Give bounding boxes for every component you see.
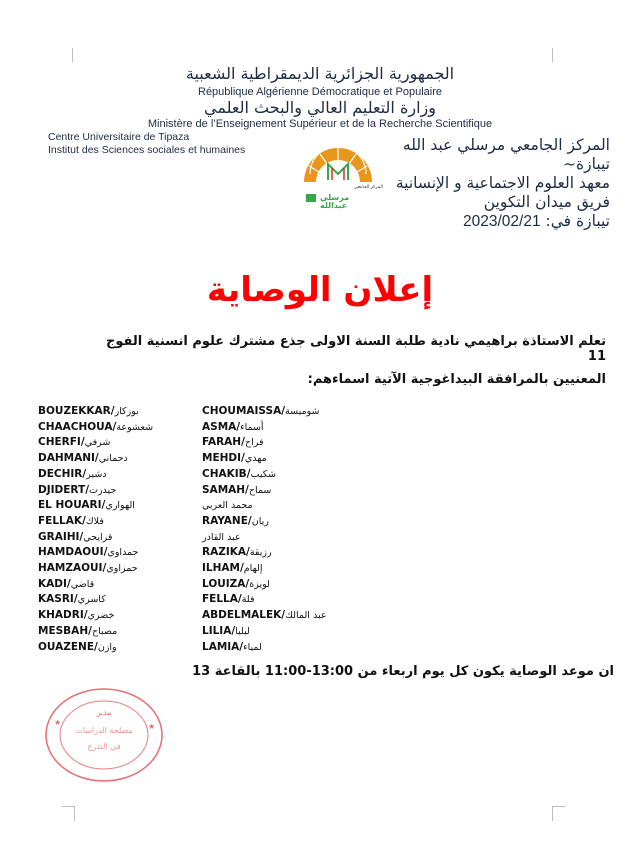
student-name-latin: FELLA/ xyxy=(202,593,242,606)
university-logo-icon xyxy=(298,138,383,210)
student-name-latin: LOUIZA/ xyxy=(202,577,250,590)
student-name-latin: KASRI/ xyxy=(38,593,78,606)
student-name-latin: ABDELMALEK/ xyxy=(202,609,286,622)
student-name-latin: ASMA/ xyxy=(202,420,241,433)
student-name-latin: HAMDAOUI/ xyxy=(38,546,108,559)
student-name-arabic: مهدي xyxy=(244,453,267,465)
centre-name: Centre Universitaire de Tipaza xyxy=(48,131,190,143)
student-name-arabic: لمياء xyxy=(243,641,262,653)
intro-line-1: تعلم الاستاذة براهيمي نادية طلبة السنة الاولى جذع مشترك علوم انسنية الفوج 11 xyxy=(105,334,606,364)
crop-mark-top-right xyxy=(552,48,565,62)
student-name-arabic: إلهام xyxy=(243,563,263,575)
team-name-ar: فريق ميدان التكوين xyxy=(483,193,610,211)
republic-french: République Algérienne Démocratique et Populaire xyxy=(198,86,442,98)
student-row xyxy=(38,608,153,624)
student-name-latin: GRAIHI/ xyxy=(38,530,84,543)
svg-text:مرسلي: مرسلي xyxy=(320,193,350,202)
student-row xyxy=(38,514,153,530)
svg-text:عبدالله: عبدالله xyxy=(320,201,348,210)
student-name-arabic: شوميسة xyxy=(285,406,320,417)
student-name-arabic: محمد العربي xyxy=(202,500,253,512)
student-row xyxy=(38,624,153,640)
date-label: تيبازة في: xyxy=(545,212,610,230)
student-name-arabic: قاضي xyxy=(70,578,95,590)
student-row xyxy=(202,404,327,420)
student-name-latin: ILHAM/ xyxy=(202,562,244,575)
student-name-latin: OUAZENE/ xyxy=(38,640,98,653)
student-name-latin: MESBAH/ xyxy=(38,624,92,637)
student-name-arabic: ليليا xyxy=(235,625,250,637)
student-row xyxy=(202,420,327,436)
student-row xyxy=(202,577,327,593)
student-name-latin: FELLAK/ xyxy=(38,514,86,527)
student-name-arabic: خضري xyxy=(87,610,115,622)
student-row xyxy=(38,467,153,483)
svg-text:المركز الجامعي: المركز الجامعي xyxy=(354,185,383,190)
student-row xyxy=(202,624,327,640)
student-name-arabic: وازن xyxy=(97,641,117,653)
student-row xyxy=(202,451,327,467)
institute-name: Institut des Sciences sociales et humaines xyxy=(48,144,246,156)
student-row xyxy=(202,514,327,530)
student-row xyxy=(202,608,327,624)
student-name-arabic: دشير xyxy=(86,468,107,480)
student-name-arabic: حمزاوي xyxy=(106,563,138,575)
student-name-latin: DECHIR/ xyxy=(38,467,87,480)
student-row xyxy=(38,483,153,499)
student-name-arabic: كاسري xyxy=(77,594,106,606)
student-name-latin: FARAH/ xyxy=(202,436,245,449)
centre-name-ar: المركز الجامعي مرسلي عبد الله xyxy=(402,136,610,154)
student-row xyxy=(38,435,153,451)
svg-text:مدير: مدير xyxy=(96,708,112,717)
student-row xyxy=(38,404,153,420)
official-stamp-icon xyxy=(42,685,167,785)
svg-text:★: ★ xyxy=(148,722,156,731)
student-name-arabic: حمداوي xyxy=(107,547,139,559)
student-name-arabic: لويزة xyxy=(249,578,270,590)
student-name-arabic: فراح xyxy=(244,437,264,449)
student-name-arabic: عبد القادر xyxy=(202,531,241,543)
institute-name-ar: معهد العلوم الاجتماعية و الإنسانية xyxy=(395,174,610,192)
student-name-arabic: شعشوعة xyxy=(116,421,154,433)
city-ar: تيبازة~ xyxy=(563,155,610,173)
student-row xyxy=(38,640,153,656)
student-name-latin: KHADRI/ xyxy=(38,609,88,622)
student-row xyxy=(38,420,153,436)
student-name-arabic: فلاك xyxy=(85,515,104,527)
crop-mark-bottom-left xyxy=(62,806,75,821)
svg-text:في التدرج: في التدرج xyxy=(87,742,121,751)
student-row xyxy=(38,530,153,546)
student-row xyxy=(202,545,327,561)
student-row xyxy=(202,640,327,656)
crop-mark-top-left xyxy=(72,48,85,62)
student-row xyxy=(202,498,327,514)
student-name-arabic: ريان xyxy=(251,515,269,527)
ministry-arabic: وزارة التعليم العالي والبحث العلمي xyxy=(204,98,436,117)
student-row xyxy=(202,435,327,451)
student-name-latin: DJIDERT/ xyxy=(38,483,90,496)
ministry-french: Ministère de l’Enseignement Supérieur et de la Recherche Scientifique xyxy=(147,118,493,130)
crop-mark-bottom-right xyxy=(552,806,565,821)
student-name-arabic: عبد المالك xyxy=(285,610,327,622)
institution-arabic xyxy=(360,136,610,231)
student-list-right xyxy=(202,404,327,655)
student-row xyxy=(202,592,327,608)
svg-text:مصلحة الدراسات: مصلحة الدراسات xyxy=(75,726,133,735)
date-value: 2023/02/21 xyxy=(463,213,541,230)
student-row xyxy=(38,561,153,577)
student-row xyxy=(202,467,327,483)
student-list-left xyxy=(38,404,153,655)
student-name-latin: BOUZEKKAR/ xyxy=(38,405,115,417)
student-row xyxy=(38,451,153,467)
student-name-arabic: بوزكار xyxy=(114,406,139,417)
student-name-arabic: الهواري xyxy=(105,500,135,512)
student-name-arabic: دحماني xyxy=(98,453,128,465)
student-name-latin: CHAKIB/ xyxy=(202,467,251,480)
student-row xyxy=(202,483,327,499)
student-name-arabic: رزيقة xyxy=(249,547,272,559)
student-name-arabic: فلة xyxy=(241,594,255,606)
student-row xyxy=(202,530,327,546)
student-name-latin: RAYANE/ xyxy=(202,514,252,527)
student-name-latin: LILIA/ xyxy=(202,624,236,637)
student-name-latin: CHAACHOUA/ xyxy=(38,420,117,433)
student-name-latin: DAHMANI/ xyxy=(38,452,99,465)
svg-text:★: ★ xyxy=(54,718,62,727)
student-name-latin: CHOUMAISSA/ xyxy=(202,405,286,417)
student-name-latin: EL HOUARI/ xyxy=(38,499,106,512)
announcement-title: إعلان الوصاية xyxy=(206,270,434,310)
student-row xyxy=(202,561,327,577)
student-name-arabic: قرايحي xyxy=(83,531,113,543)
student-name-latin: SAMAH/ xyxy=(202,483,249,496)
schedule-notice: ان موعد الوصاية يكون كل يوم اربعاء من 13:00-11:00 بالقاعة 13 xyxy=(192,664,614,679)
student-name-latin: RAZIKA/ xyxy=(202,546,250,559)
student-name-arabic: مصباح xyxy=(91,625,118,637)
student-row xyxy=(38,498,153,514)
student-name-arabic: أسماء xyxy=(240,421,264,433)
student-name-latin: KADI/ xyxy=(38,577,71,590)
student-name-latin: MEHDI/ xyxy=(202,452,245,465)
student-name-arabic: سماح xyxy=(248,484,272,496)
student-name-arabic: شرفي xyxy=(84,437,111,449)
student-name-latin: HAMZAOUI/ xyxy=(38,562,107,575)
student-name-arabic: جيدرت xyxy=(89,484,117,496)
student-name-latin: LAMIA/ xyxy=(202,640,244,653)
date-line xyxy=(360,212,610,231)
institution-french xyxy=(48,131,245,157)
republic-arabic: الجمهورية الجزائرية الديمقراطية الشعبية xyxy=(185,64,455,83)
intro-line-2: المعنيين بالمرافقة البيداغوجية الآتية اسماءهم: xyxy=(307,372,606,387)
student-name-arabic: شكيب xyxy=(250,468,276,480)
student-row xyxy=(38,577,153,593)
student-row xyxy=(38,545,153,561)
student-row xyxy=(38,592,153,608)
student-name-latin: CHERFI/ xyxy=(38,436,85,449)
